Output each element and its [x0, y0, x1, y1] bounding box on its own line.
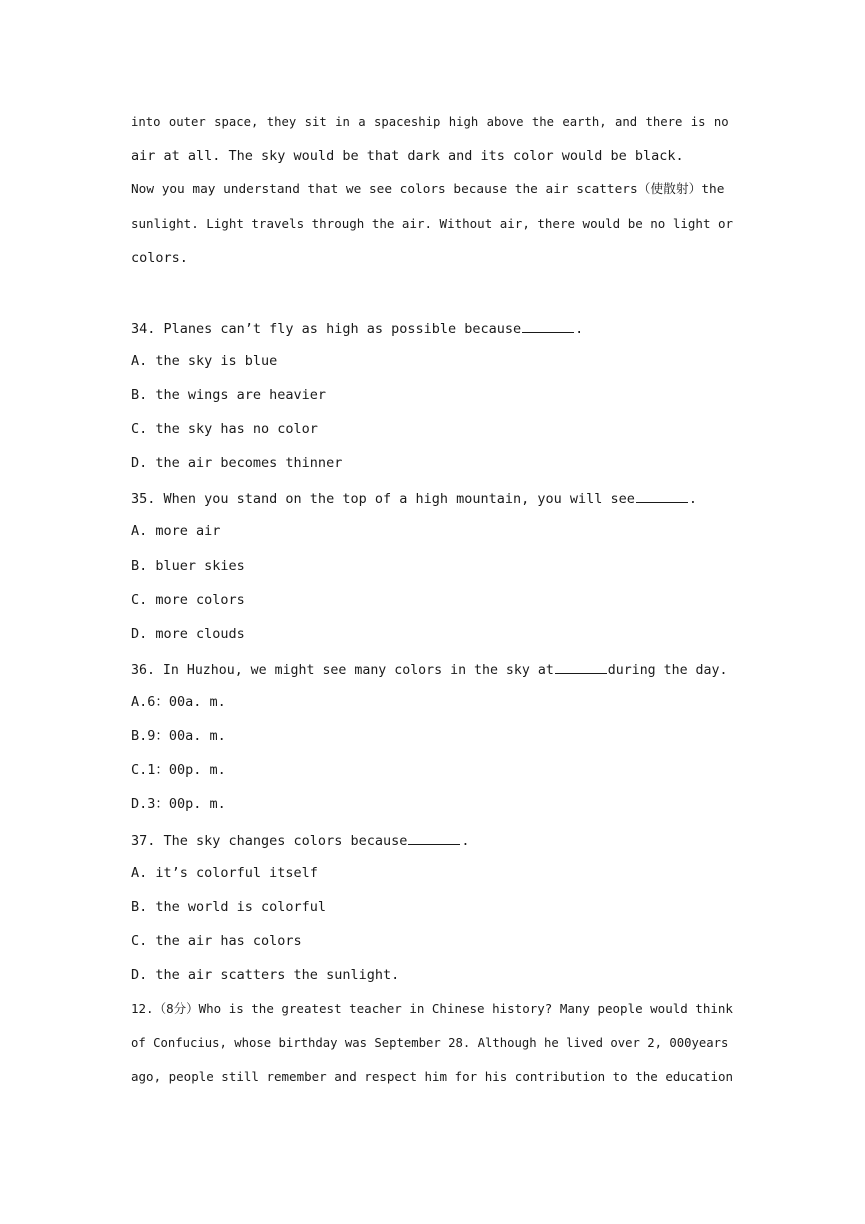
question-36-text: 36. In Huzhou, we might see many colors in the sky at	[131, 663, 554, 678]
passage-line-2: air at all. The sky would be that dark and its color would be black.	[131, 148, 684, 164]
question-34-option-a: A. the sky is blue	[131, 353, 278, 369]
question-34-stem	[131, 318, 734, 338]
question-35-answer-blank[interactable]	[636, 488, 688, 503]
passage-line-5: colors.	[131, 250, 188, 266]
passage-line-1-text: into outer space, they sit in a spaceship high above the earth, and there is no	[131, 115, 729, 129]
question-34-option-b: B. the wings are heavier	[131, 387, 327, 403]
question-36-option-c: C.1：00p. m.	[131, 762, 226, 778]
question-36-option-a: A.6：00a. m.	[131, 694, 226, 710]
question-37-stem	[131, 830, 734, 850]
question-34-option-c: C. the sky has no color	[131, 421, 318, 437]
next-passage-line-2: of Confucius, whose birthday was September 28. Although he lived over 2, 000years	[131, 1036, 729, 1050]
next-passage-line-3: ago, people still remember and respect him for his contribution to the education	[131, 1069, 734, 1084]
question-37-text: 37. The sky changes colors because	[131, 833, 408, 849]
passage-line-3: Now you may understand that we see colors because the air scatters（使散射）the	[131, 182, 725, 197]
question-36-option-d: D.3：00p. m.	[131, 796, 226, 812]
question-37-option-b: B. the world is colorful	[131, 899, 327, 915]
passage-line-4: sunlight. Light travels through the air. Without air, there would be no light or	[131, 216, 734, 231]
question-35-stem	[131, 488, 734, 508]
passage-line-1	[131, 113, 734, 131]
question-35-option-b: B. bluer skies	[131, 558, 245, 574]
question-37-answer-blank[interactable]	[408, 830, 460, 845]
question-34-option-d: D. the air becomes thinner	[131, 455, 343, 471]
question-35-option-d: D. more clouds	[131, 626, 245, 642]
question-35-option-c: C. more colors	[131, 592, 245, 608]
question-37-option-c: C. the air has colors	[131, 933, 302, 949]
question-34-text: 34. Planes can’t fly as high as possible because	[131, 321, 522, 337]
question-37-option-a: A. it’s colorful itself	[131, 865, 318, 881]
question-36-option-b: B.9：00a. m.	[131, 728, 226, 744]
question-37-text-end: .	[461, 833, 470, 849]
question-37-option-d: D. the air scatters the sunlight.	[131, 967, 400, 983]
question-34-text-end: .	[575, 321, 584, 337]
question-34-answer-blank[interactable]	[522, 318, 574, 333]
question-35-option-a: A. more air	[131, 523, 221, 539]
next-passage-line-1: 12.（8分）Who is the greatest teacher in Chinese history? Many people would think	[131, 1001, 733, 1016]
question-36-stem	[131, 659, 734, 680]
question-35-text: 35. When you stand on the top of a high mountain, you will see	[131, 491, 635, 507]
question-36-answer-blank[interactable]	[555, 659, 607, 674]
question-36-text-end: during the day.	[607, 663, 728, 678]
question-35-text-end: .	[688, 491, 698, 507]
